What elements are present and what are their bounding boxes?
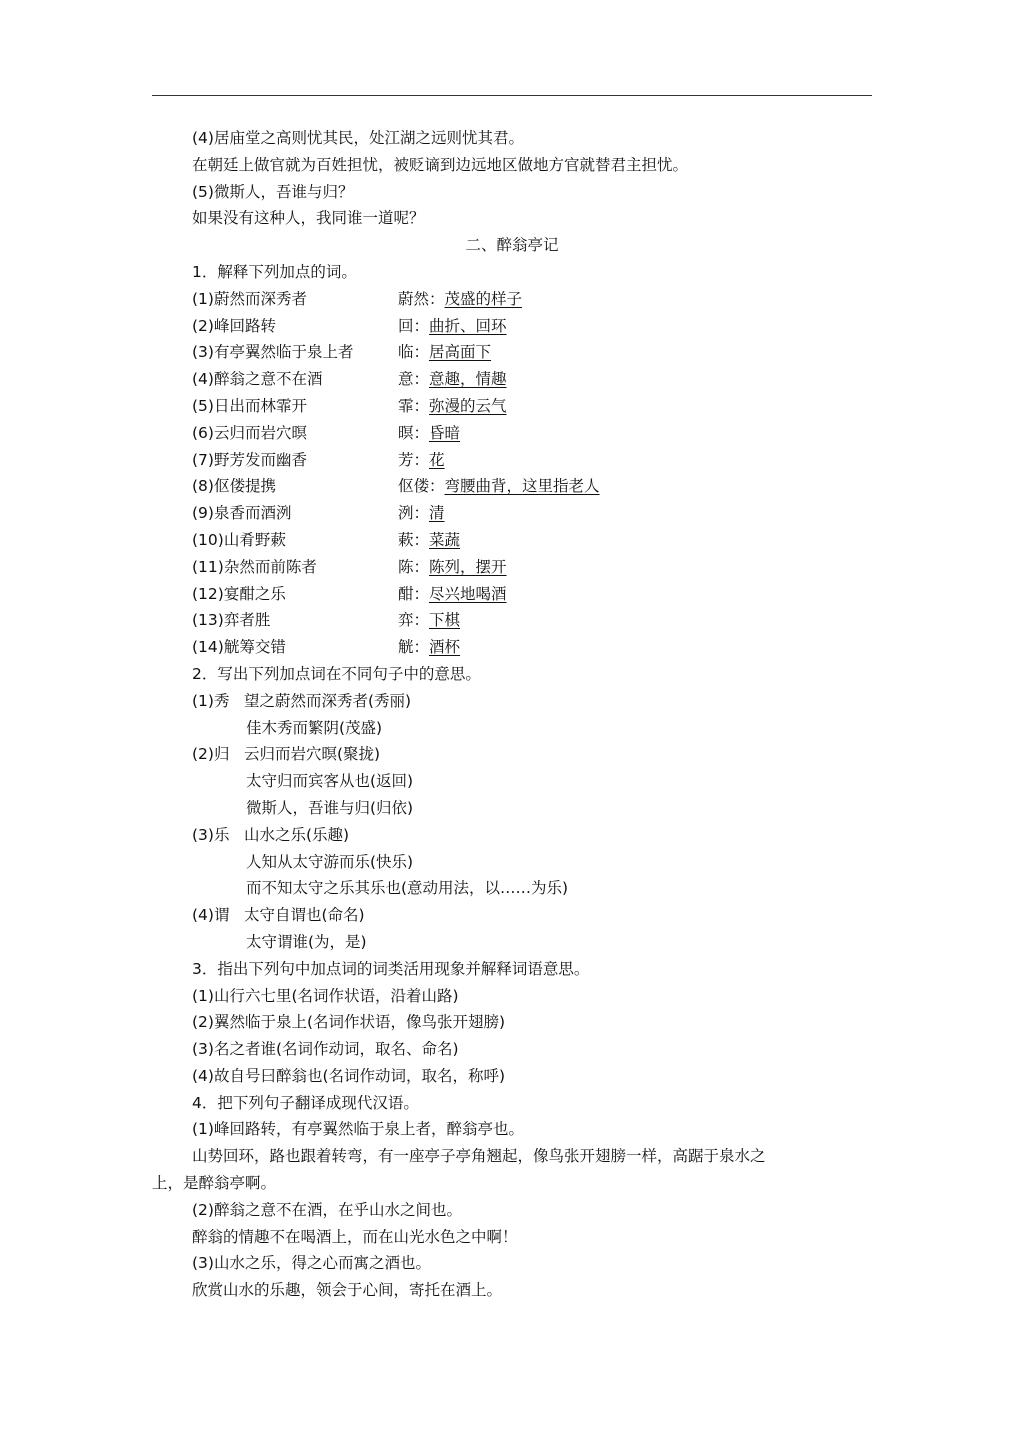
text-line: 在朝廷上做官就为百姓担忧，被贬谪到边远地区做地方官就替君主担忧。 [192, 155, 689, 174]
vocab-word: 蔚然： [398, 289, 445, 308]
vocab-answer [398, 313, 507, 340]
question-4-title: 4．把下列句子翻译成现代汉语。 [192, 1093, 419, 1112]
vocab-word: 伛偻： [398, 477, 445, 496]
text-line: (5)微斯人，吾谁与归？ [192, 182, 354, 201]
vocab-answer [398, 366, 507, 393]
vocab-phrase: (11)杂然而前陈者 [192, 557, 317, 576]
group-sentence: 微斯人，吾谁与归(归依) [246, 798, 414, 817]
meaning-line [152, 795, 872, 822]
vocab-row [152, 286, 872, 313]
vocab-word: 芳： [398, 450, 430, 469]
vocab-answer [398, 500, 445, 527]
group-sentence: 云归而岩穴暝(聚拢) [244, 745, 381, 764]
vocab-word: 陈： [398, 557, 430, 576]
vocab-row [152, 473, 872, 500]
group-sentence: 太守归而宾客从也(返回) [246, 772, 414, 791]
meaning-line [152, 688, 872, 715]
question-3-title: 3．指出下列句中加点词的词类活用现象并解释词语意思。 [192, 959, 590, 978]
group-head: (1)秀 [192, 691, 230, 710]
vocab-word: 临： [398, 343, 430, 362]
vocab-phrase: (1)蔚然而深秀者 [192, 289, 307, 308]
vocab-answer [398, 554, 507, 581]
vocab-answer [398, 420, 460, 447]
vocab-phrase: (6)云归而岩穴暝 [192, 423, 307, 442]
header-rule [152, 95, 872, 96]
vocab-row [152, 393, 872, 420]
translation-line: 山势回环，路也跟着转弯，有一座亭子亭角翘起，像鸟张开翅膀一样，高踞于泉水之 [192, 1147, 766, 1166]
vocab-word: 意： [398, 370, 430, 389]
vocab-meaning: 居高面下 [429, 343, 492, 362]
vocab-answer [398, 581, 507, 608]
group-sentence: 太守自谓也(命名) [244, 906, 365, 925]
vocab-answer [398, 286, 522, 313]
source-sentence: (1)峰回路转，有亭翼然临于泉上者，醉翁亭也。 [192, 1120, 524, 1139]
group-sentence: 而不知太守之乐其乐也(意动用法，以……为乐) [246, 879, 569, 898]
vocab-meaning: 花 [429, 450, 445, 469]
vocab-row [152, 554, 872, 581]
vocab-word: 弈： [398, 611, 430, 630]
vocab-answer [398, 339, 491, 366]
source-sentence: (3)山水之乐，得之心而寓之酒也。 [192, 1254, 431, 1273]
vocab-word: 觥： [398, 638, 430, 657]
vocab-answer [398, 393, 507, 420]
vocab-meaning: 意趣，情趣 [429, 370, 507, 389]
list-item: (1)山行六七里(名词作状语，沿着山路) [192, 986, 459, 1005]
group-head: (2)归 [192, 745, 230, 764]
vocab-phrase: (8)伛偻提携 [192, 477, 276, 496]
group-sentence: 山水之乐(乐趣) [244, 825, 350, 844]
group-head: (3)乐 [192, 825, 230, 844]
vocab-word: 霏： [398, 396, 430, 415]
vocab-word: 暝： [398, 423, 430, 442]
vocab-word: 酣： [398, 584, 430, 603]
meaning-line [152, 768, 872, 795]
vocab-meaning: 尽兴地喝酒 [429, 584, 507, 603]
vocab-meaning: 茂盛的样子 [444, 289, 523, 308]
meaning-line [152, 849, 872, 876]
vocab-list [152, 286, 872, 661]
list-item: (3)名之者谁(名词作动词，取名、命名) [192, 1040, 459, 1059]
list-item: (2)翼然临于泉上(名词作状语，像鸟张开翅膀) [192, 1013, 506, 1032]
vocab-row [152, 366, 872, 393]
vocab-meaning: 陈列，摆开 [429, 557, 507, 576]
meaning-line [152, 822, 872, 849]
section-title: 二、醉翁亭记 [465, 236, 559, 255]
vocab-phrase: (2)峰回路转 [192, 316, 276, 335]
meaning-line [152, 875, 872, 902]
vocab-phrase: (14)觥筹交错 [192, 638, 286, 657]
vocab-word: 洌： [398, 504, 430, 523]
vocab-phrase: (7)野芳发而幽香 [192, 450, 307, 469]
vocab-phrase: (3)有亭翼然临于泉上者 [192, 343, 354, 362]
vocab-meaning: 下棋 [429, 611, 461, 630]
question-2-title: 2．写出下列加点词在不同句子中的意思。 [192, 664, 481, 683]
vocab-meaning: 昏暗 [429, 423, 461, 442]
meaning-line [152, 715, 872, 742]
group-sentence: 佳木秀而繁阴(茂盛) [246, 718, 383, 737]
list-item: (4)故自号曰醉翁也(名词作动词，取名，称呼) [192, 1066, 506, 1085]
source-sentence: (2)醉翁之意不在酒，在乎山水之间也。 [192, 1200, 462, 1219]
vocab-word: 蔌： [398, 530, 430, 549]
group-sentence: 太守谓谁(为，是) [246, 932, 367, 951]
vocab-meaning: 酒杯 [429, 638, 461, 657]
vocab-meaning: 弯腰曲背，这里指老人 [444, 477, 600, 496]
vocab-row [152, 339, 872, 366]
group-sentence: 望之蔚然而深秀者(秀丽) [244, 691, 412, 710]
vocab-meaning: 清 [429, 504, 445, 523]
document-body [152, 125, 872, 1304]
translation-line: 上，是醉翁亭啊。 [152, 1174, 277, 1193]
vocab-meaning: 菜蔬 [429, 530, 461, 549]
vocab-answer [398, 447, 445, 474]
vocab-phrase: (9)泉香而酒洌 [192, 504, 292, 523]
vocab-answer [398, 473, 600, 500]
vocab-word: 回： [398, 316, 430, 335]
meaning-line [152, 741, 872, 768]
translation-line: 欣赏山水的乐趣，领会于心间，寄托在酒上。 [192, 1281, 503, 1300]
text-line: (4)居庙堂之高则忧其民，处江湖之远则忧其君。 [192, 129, 524, 147]
vocab-phrase: (13)弈者胜 [192, 611, 271, 630]
vocab-row [152, 313, 872, 340]
vocab-phrase: (5)日出而林霏开 [192, 396, 307, 415]
meaning-groups [152, 688, 872, 956]
vocab-answer [398, 607, 460, 634]
vocab-row [152, 500, 872, 527]
vocab-row [152, 420, 872, 447]
vocab-phrase: (10)山肴野蔌 [192, 530, 286, 549]
question-1-title: 1．解释下列加点的词。 [192, 262, 357, 281]
vocab-row [152, 634, 872, 661]
vocab-answer [398, 527, 460, 554]
text-line: 如果没有这种人，我同谁一道呢？ [192, 209, 425, 228]
group-head: (4)谓 [192, 906, 230, 925]
vocab-phrase: (4)醉翁之意不在酒 [192, 370, 323, 389]
vocab-answer [398, 634, 460, 661]
group-sentence: 人知从太守游而乐(快乐) [246, 852, 414, 871]
vocab-row [152, 607, 872, 634]
vocab-meaning: 弥漫的云气 [429, 396, 507, 415]
vocab-phrase: (12)宴酣之乐 [192, 584, 286, 603]
meaning-line [152, 902, 872, 929]
vocab-meaning: 曲折、回环 [429, 316, 507, 335]
vocab-row [152, 581, 872, 608]
vocab-row [152, 527, 872, 554]
translation-line: 醉翁的情趣不在喝酒上，而在山光水色之中啊！ [192, 1227, 518, 1246]
meaning-line [152, 929, 872, 956]
vocab-row [152, 447, 872, 474]
